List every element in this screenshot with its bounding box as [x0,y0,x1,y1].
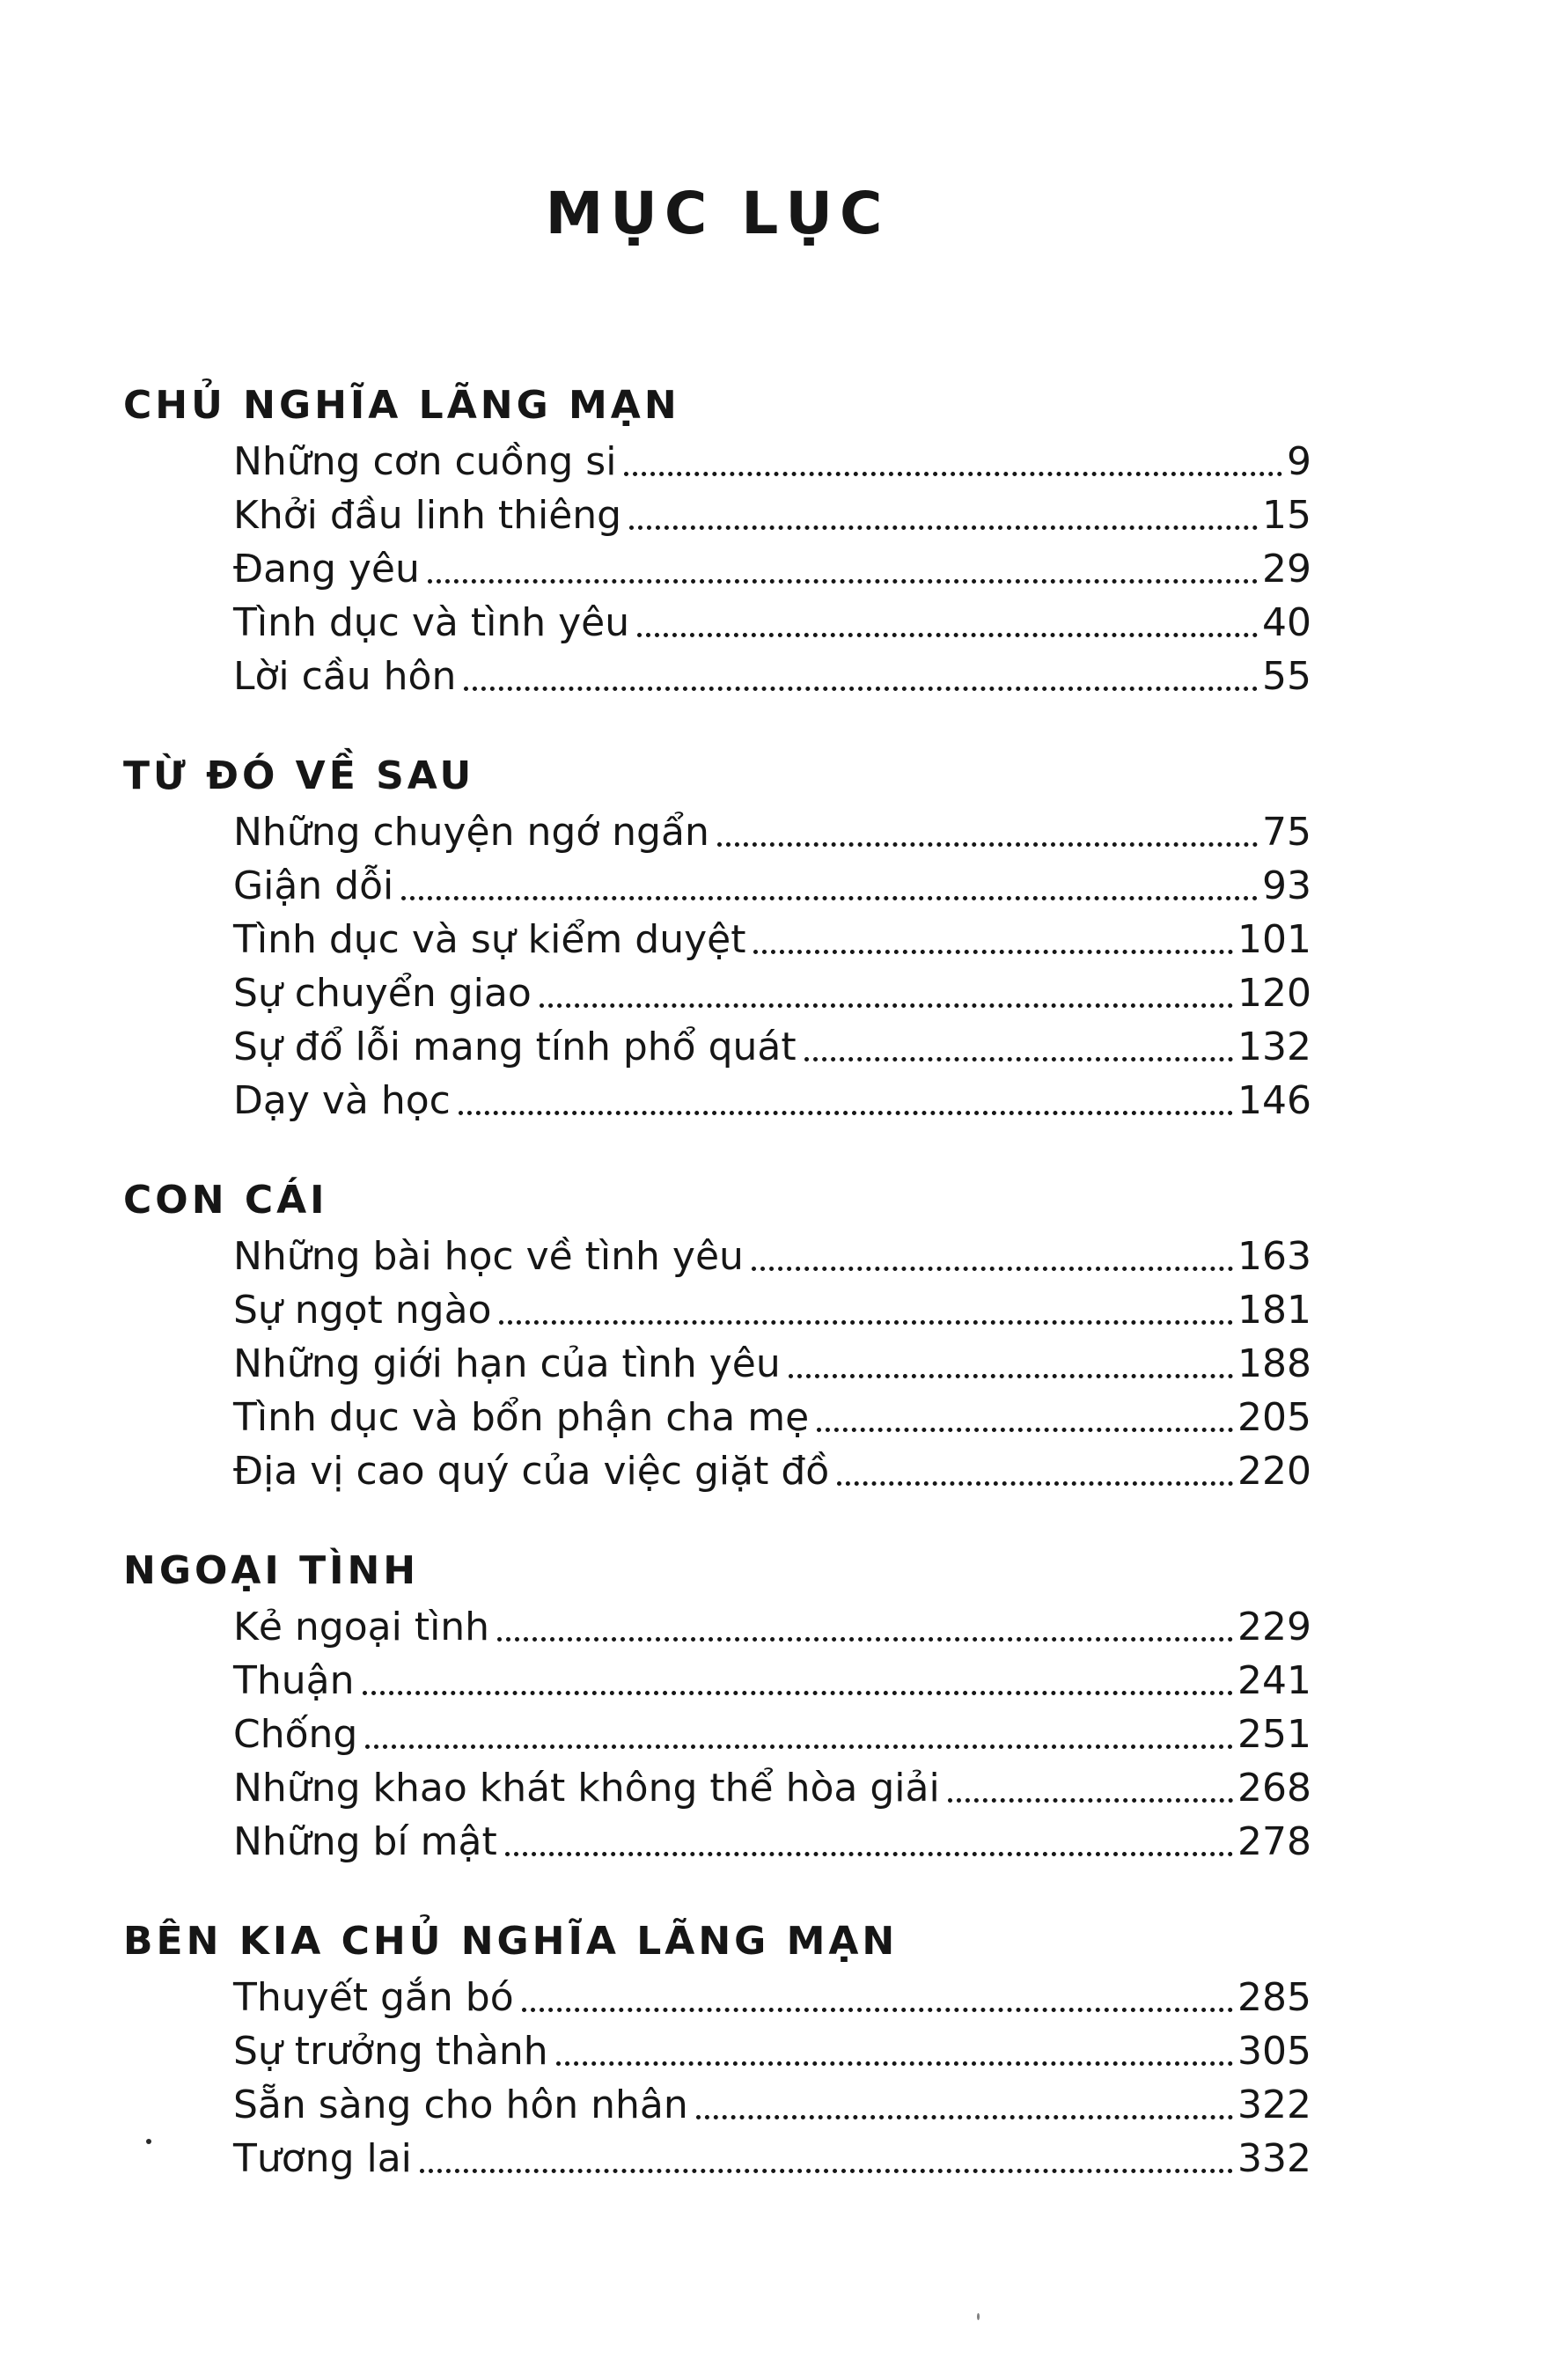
entry-page-number: 229 [1237,1605,1311,1649]
toc-entry [233,1282,1311,1335]
entry-page-number: 55 [1262,654,1311,699]
toc-entry [233,2076,1311,2130]
toc-entry [233,594,1311,648]
entry-label: Địa vị cao quý của việc giặt đồ [233,1449,830,1494]
dot-leader [629,525,1258,530]
toc-entry [233,1813,1311,1867]
dot-leader [696,2115,1233,2119]
toc-section-romanticism [0,380,1542,702]
dot-leader [817,1428,1233,1432]
entry-page-number: 322 [1237,2082,1311,2127]
entry-page-number: 146 [1237,1078,1311,1123]
entry-label: Tương lai [233,2136,412,2181]
entry-page-number: 188 [1237,1341,1311,1386]
dot-leader [753,950,1233,954]
entry-label: Sự đổ lỗi mang tính phổ quát [233,1025,797,1069]
dot-leader [540,1003,1233,1008]
dot-leader [837,1481,1233,1486]
toc-entry [233,1598,1311,1652]
entry-label: Chống [233,1712,358,1757]
entry-label: Những cơn cuồng si [233,439,617,484]
dot-leader [420,2169,1233,2173]
dot-leader [556,2061,1233,2066]
entry-page-number: 163 [1237,1234,1311,1279]
dot-leader [497,1637,1233,1642]
entry-label: Tình dục và tình yêu [233,600,630,645]
section-heading: NGOẠI TÌNH [123,1548,420,1593]
toc-entry [233,2023,1311,2076]
toc-entry [233,648,1311,702]
toc-section-children [0,1175,1542,1496]
toc-entry [233,2130,1311,2184]
toc-entry [233,1335,1311,1389]
toc-entry [233,965,1311,1018]
entry-page-number: 93 [1262,863,1311,908]
entry-page-number: 29 [1262,547,1311,591]
section-heading: TỪ ĐÓ VỀ SAU [123,753,475,798]
toc-entry [233,1018,1311,1072]
toc-entry [233,540,1311,594]
entry-page-number: 181 [1237,1288,1311,1333]
dot-leader [804,1057,1233,1061]
entry-label: Thuận [233,1658,355,1703]
toc-section-beyond-romanticism [0,1916,1542,2184]
dot-leader [948,1798,1233,1803]
toc-entry [233,1072,1311,1126]
entry-page-number: 332 [1237,2136,1311,2181]
entry-page-number: 205 [1237,1395,1311,1440]
entry-label: Đang yêu [233,547,420,591]
toc-entry [233,857,1311,911]
toc-section-adultery [0,1546,1542,1867]
dot-leader [637,633,1258,637]
toc-section-ever-after [0,751,1542,1126]
entry-page-number: 40 [1262,600,1311,645]
dot-leader [459,1111,1233,1115]
dot-leader [363,1691,1234,1695]
entry-label: Kẻ ngoại tình [233,1605,490,1649]
entry-label: Tình dục và sự kiểm duyệt [233,917,746,962]
entry-label: Khởi đầu linh thiêng [233,493,622,538]
section-heading: BÊN KIA CHỦ NGHĨA LÃNG MẠN [123,1919,899,1964]
entry-label: Dạy và học [233,1078,451,1123]
dot-leader [752,1267,1233,1271]
dot-leader [464,687,1258,691]
toc-entry [233,1969,1311,2023]
toc-entry [233,1759,1311,1813]
entry-label: Những chuyện ngớ ngẩn [233,810,709,855]
entry-page-number: 305 [1237,2029,1311,2074]
toc-entry [233,1652,1311,1706]
entry-page-number: 101 [1237,917,1311,962]
dot-leader [505,1852,1233,1856]
entry-label: Những khao khát không thể hòa giải [233,1766,940,1811]
dot-leader [522,2008,1233,2012]
page-title: MỤC LỤC [545,180,890,247]
dot-leader [365,1745,1233,1749]
dot-leader [401,896,1258,900]
scan-artifact-dot [977,2313,980,2320]
entry-label: Sự trưởng thành [233,2029,548,2074]
toc-entry [233,1706,1311,1759]
entry-page-number: 9 [1287,439,1311,484]
toc-entry [233,1389,1311,1443]
entry-page-number: 285 [1237,1975,1311,2020]
entry-page-number: 75 [1262,810,1311,855]
entry-label: Những bài học về tình yêu [233,1234,744,1279]
toc-entry [233,1443,1311,1496]
entry-page-number: 278 [1237,1819,1311,1864]
entry-label: Sự ngọt ngào [233,1288,492,1333]
entry-page-number: 132 [1237,1025,1311,1069]
entry-page-number: 251 [1237,1712,1311,1757]
entry-label: Những bí mật [233,1819,497,1864]
entry-page-number: 220 [1237,1449,1311,1494]
dot-leader [624,472,1282,476]
toc-entry [233,911,1311,965]
dot-leader [789,1374,1233,1378]
dot-leader [717,842,1258,847]
toc-entry [233,433,1311,487]
entry-label: Tình dục và bổn phận cha mẹ [233,1395,810,1440]
entry-label: Sự chuyển giao [233,971,532,1016]
entry-label: Những giới hạn của tình yêu [233,1341,781,1386]
scan-artifact-dot [146,2139,151,2144]
entry-page-number: 268 [1237,1766,1311,1811]
dot-leader [499,1320,1233,1325]
entry-label: Thuyết gắn bó [233,1975,514,2020]
entry-label: Giận dỗi [233,863,394,908]
toc-entry [233,487,1311,540]
toc-entry [233,1228,1311,1282]
dot-leader [428,579,1258,584]
entry-page-number: 15 [1262,493,1311,538]
entry-label: Sẵn sàng cho hôn nhân [233,2082,688,2127]
entry-page-number: 120 [1237,971,1311,1016]
toc-entry [233,804,1311,857]
entry-label: Lời cầu hôn [233,654,457,699]
section-heading: CON CÁI [123,1178,328,1223]
entry-page-number: 241 [1237,1658,1311,1703]
section-heading: CHỦ NGHĨA LÃNG MẠN [123,383,680,428]
